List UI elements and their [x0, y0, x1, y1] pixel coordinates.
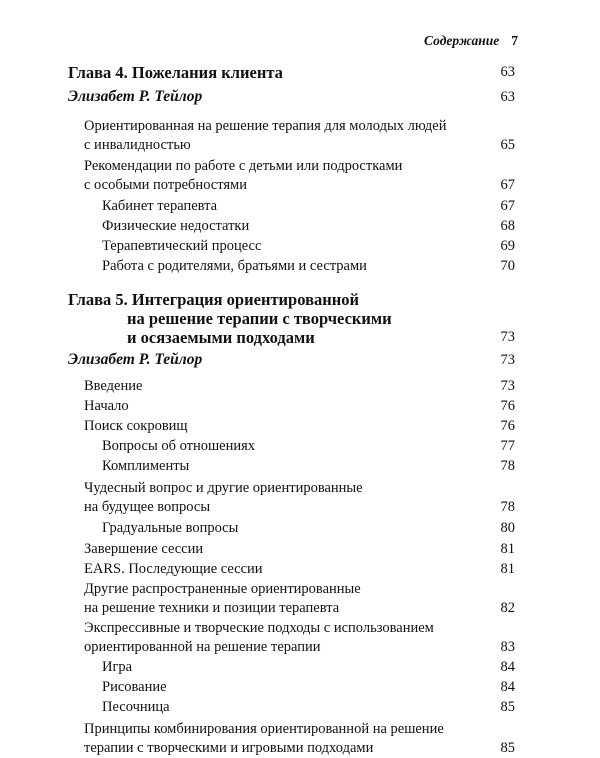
section-title: Содержание	[424, 33, 500, 48]
toc-subentry[interactable]	[68, 257, 515, 276]
toc-subentry[interactable]	[68, 237, 515, 256]
entry-line: Рекомендации по работе с детьми или подростками	[84, 158, 403, 174]
entry-line: Другие распространенные ориентированные	[84, 581, 361, 597]
toc-entry[interactable]	[68, 540, 515, 559]
subentry-page: 78	[500, 458, 515, 474]
chapter-title: Глава 4. Пожелания клиента	[68, 63, 283, 82]
toc-entry[interactable]	[68, 720, 515, 758]
entry-page: 73	[500, 378, 515, 394]
subentry-text: Физические недостатки	[102, 218, 250, 234]
toc-subentry[interactable]	[68, 698, 515, 717]
entry-page: 67	[500, 177, 515, 193]
subentry-text: Игра	[102, 659, 133, 675]
toc-entry[interactable]	[68, 157, 515, 195]
toc-entry[interactable]	[68, 619, 515, 657]
subentry-text: Комплименты	[102, 458, 190, 474]
entry-page: 85	[500, 740, 515, 756]
entry-page: 81	[500, 561, 515, 577]
toc-subentry[interactable]	[68, 519, 515, 538]
chapter-title-line: Глава 5. Интеграция ориентированной	[68, 290, 360, 309]
entry-page: 78	[500, 499, 515, 515]
toc-subentry[interactable]	[68, 658, 515, 677]
chapter-title-line: и осязаемыми подходами	[127, 328, 315, 347]
subentry-page: 84	[500, 679, 515, 695]
toc-entry[interactable]	[68, 479, 515, 517]
chapter-page: 73	[500, 329, 515, 345]
subentry-text: Кабинет терапевта	[102, 198, 218, 214]
entry-line: Экспрессивные и творческие подходы с использованием	[84, 620, 434, 636]
entry-page: 83	[500, 639, 515, 655]
toc-subentry[interactable]	[68, 457, 515, 476]
chapter-4-author[interactable]	[68, 87, 515, 107]
subentry-page: 68	[500, 218, 515, 234]
entry-line: Принципы комбинирования ориентированной на решение	[84, 721, 444, 737]
entry-page: 65	[500, 137, 515, 153]
entry-line: ориентированной на решение терапии	[84, 639, 321, 655]
author-page: 63	[500, 89, 515, 105]
subentry-text: Терапевтический процесс	[102, 238, 262, 254]
toc-entry[interactable]	[68, 560, 515, 579]
entry-line: с особыми потребностями	[84, 177, 247, 193]
entry-text: Поиск сокровищ	[84, 418, 188, 434]
toc-entry[interactable]	[68, 397, 515, 416]
toc-entry[interactable]	[68, 117, 515, 155]
toc-entry[interactable]	[68, 580, 515, 618]
author-name: Элизабет Р. Тейлор	[68, 88, 203, 105]
chapter-4-heading[interactable]	[68, 63, 515, 82]
chapter-page: 63	[500, 64, 515, 80]
subentry-page: 84	[500, 659, 515, 675]
chapter-5-heading[interactable]	[68, 290, 515, 347]
subentry-page: 69	[500, 238, 515, 254]
subentry-text: Песочница	[102, 699, 170, 715]
chapter-title-line: на решение терапии с творческими	[127, 309, 392, 328]
table-of-contents	[68, 63, 515, 758]
toc-subentry[interactable]	[68, 678, 515, 697]
chapter-5-author[interactable]	[68, 350, 515, 370]
entry-line: терапии с творческими и игровыми подходами	[84, 740, 374, 756]
entry-text: Начало	[84, 398, 129, 414]
toc-entry[interactable]	[68, 377, 515, 396]
subentry-page: 67	[500, 198, 515, 214]
entry-page: 81	[500, 541, 515, 557]
entry-text: Введение	[84, 378, 143, 394]
entry-page: 82	[500, 600, 515, 616]
toc-subentry[interactable]	[68, 217, 515, 236]
author-name: Элизабет Р. Тейлор	[68, 351, 203, 368]
entry-page: 76	[500, 418, 515, 434]
entry-text: Завершение сессии	[84, 541, 204, 557]
author-page: 73	[500, 352, 515, 368]
toc-subentry[interactable]	[68, 437, 515, 456]
subentry-page: 80	[500, 520, 515, 536]
entry-line: Чудесный вопрос и другие ориентированные	[84, 480, 363, 496]
entry-page: 76	[500, 398, 515, 414]
entry-text: EARS. Последующие сессии	[84, 561, 263, 577]
subentry-page: 77	[500, 438, 515, 454]
subentry-text: Рисование	[102, 679, 167, 695]
page-number: 7	[511, 33, 518, 48]
running-head	[424, 33, 518, 49]
toc-entry[interactable]	[68, 417, 515, 436]
subentry-text: Вопросы об отношениях	[102, 438, 256, 454]
subentry-text: Градуальные вопросы	[102, 520, 239, 536]
subentry-text: Работа с родителями, братьями и сестрами	[102, 258, 367, 274]
entry-line: на решение техники и позиции терапевта	[84, 600, 340, 616]
entry-line: на будущее вопросы	[84, 499, 211, 515]
toc-subentry[interactable]	[68, 197, 515, 216]
subentry-page: 85	[500, 699, 515, 715]
entry-line: с инвалидностью	[84, 137, 191, 153]
entry-line: Ориентированная на решение терапия для молодых людей	[84, 118, 447, 134]
subentry-page: 70	[500, 258, 515, 274]
